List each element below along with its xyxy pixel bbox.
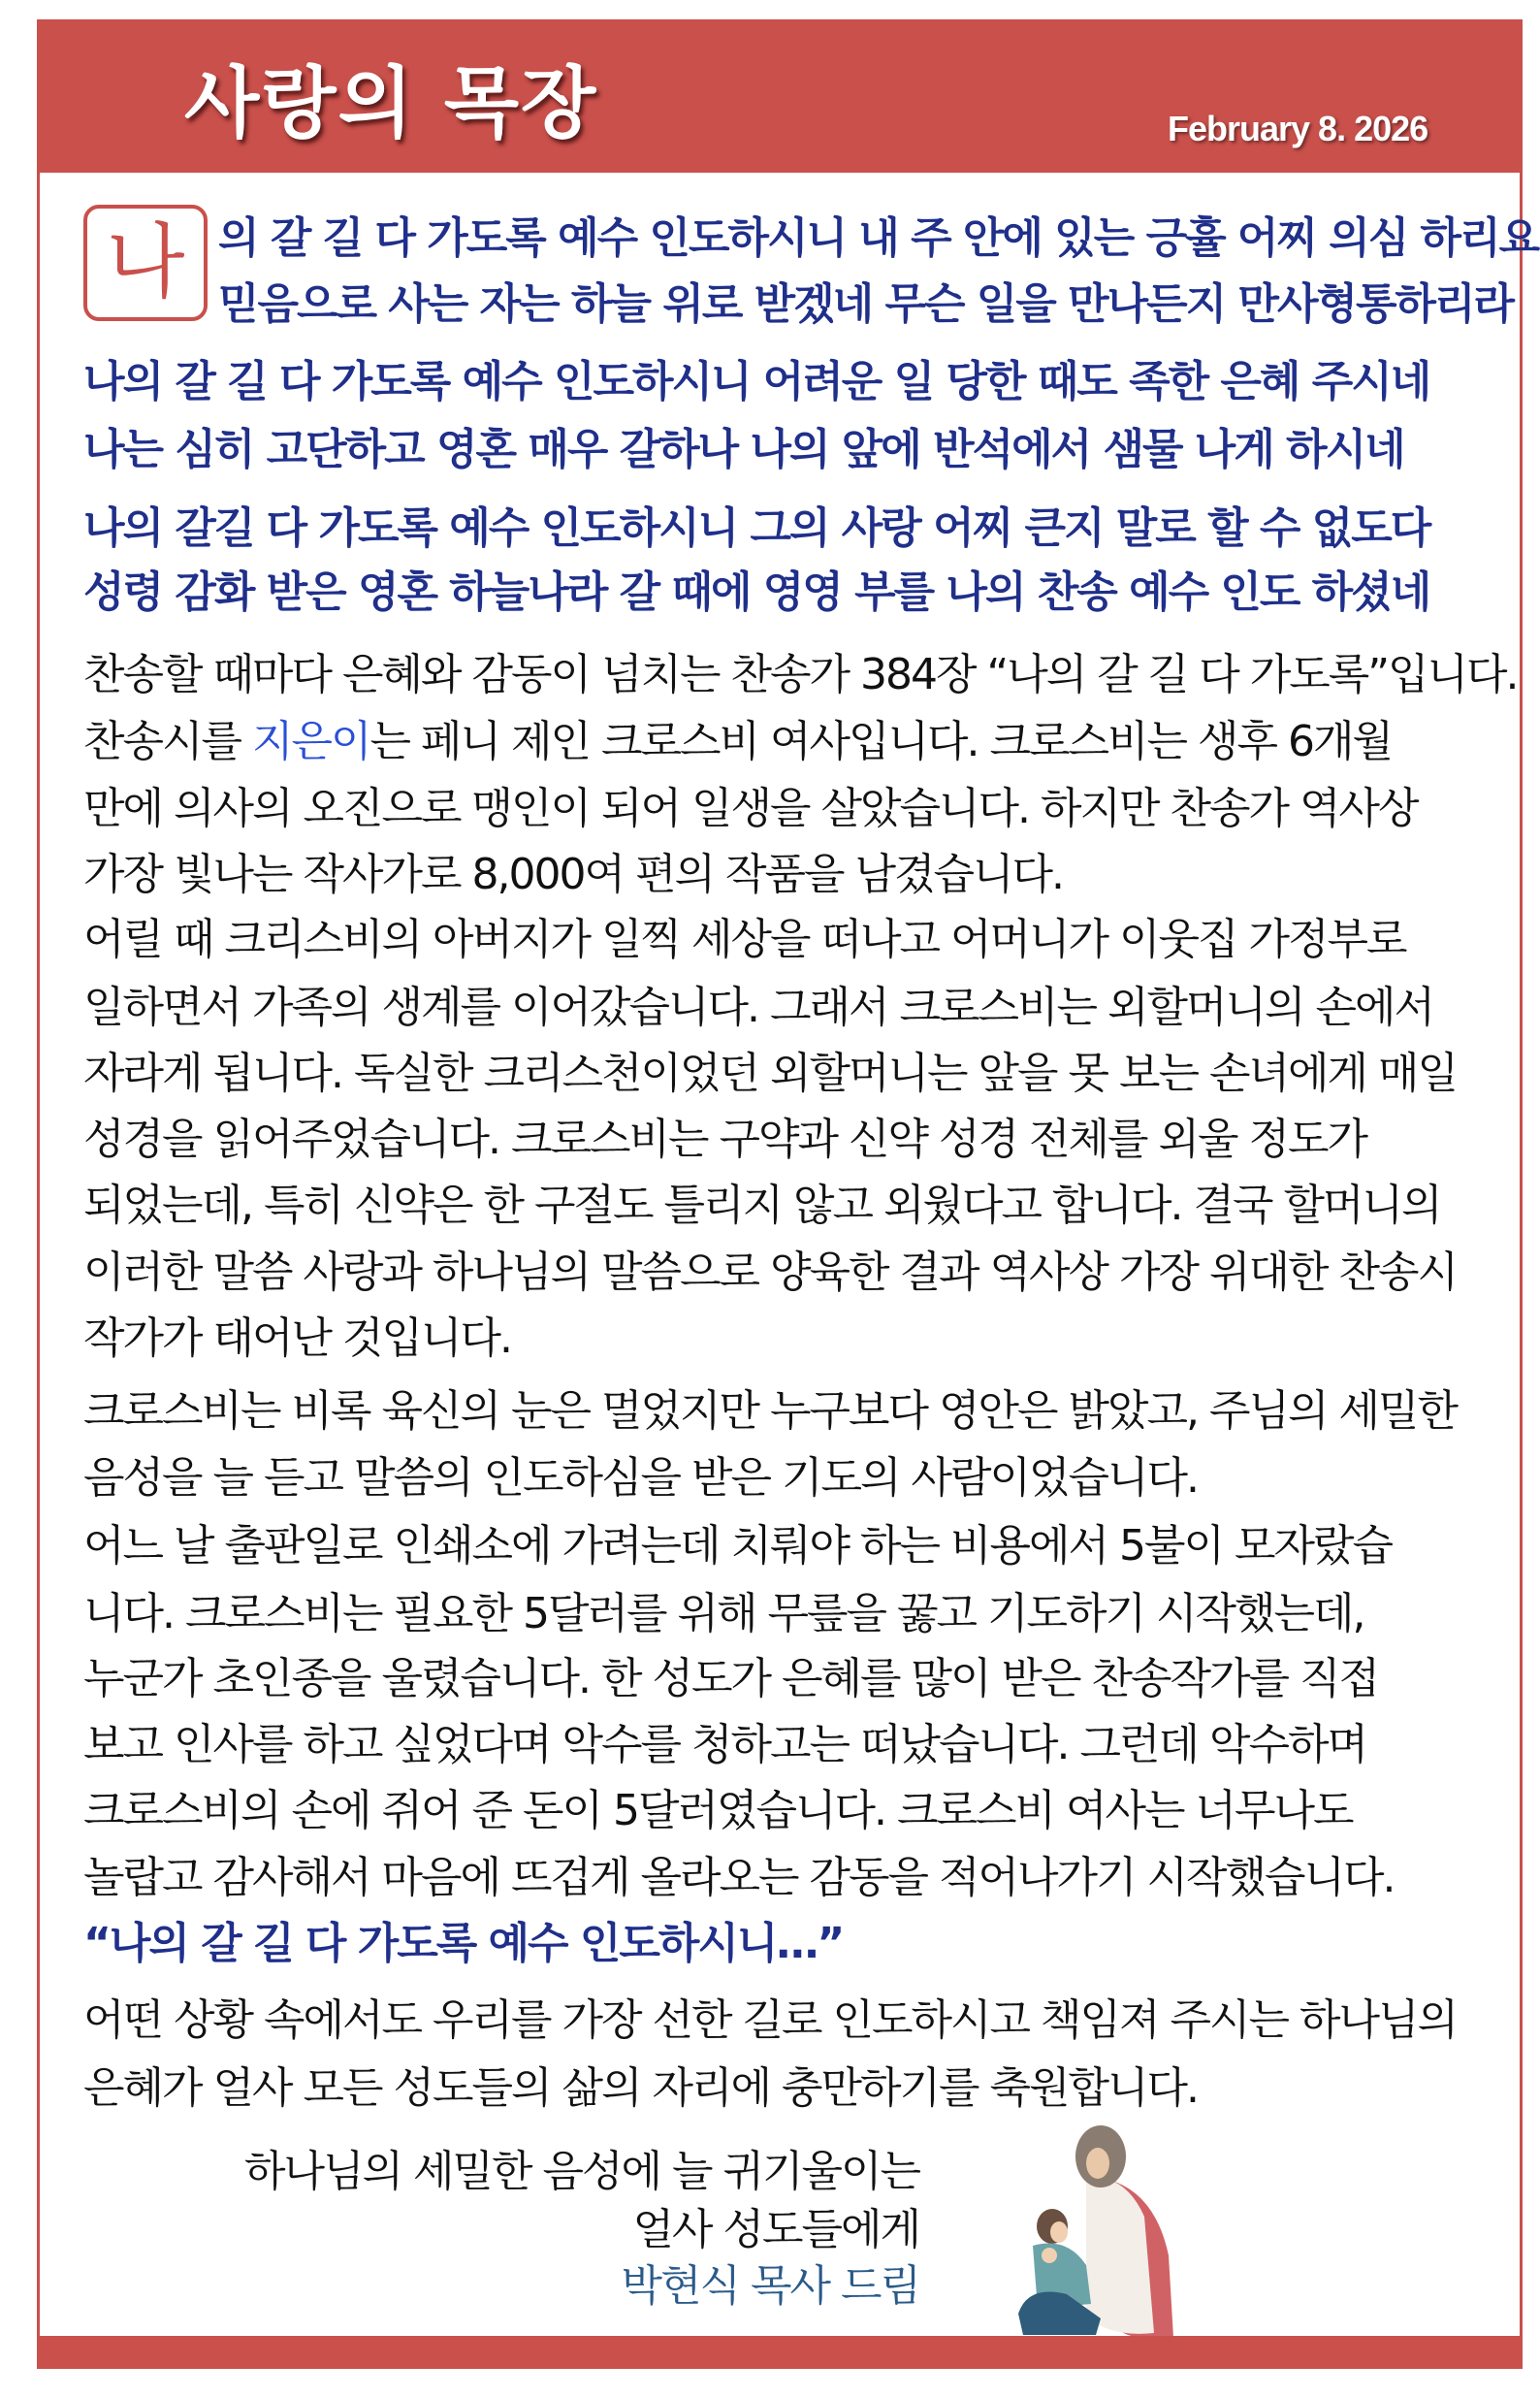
body-line: 가장 빛나는 작사가로 8,000여 편의 작품을 남겼습니다.: [83, 850, 1063, 899]
signature-line: 하나님의 세밀한 음성에 늘 귀기울이는: [243, 2147, 919, 2196]
body-text: 찬송시를: [83, 717, 253, 766]
hymn-line: 나의 갈길 다 가도록 예수 인도하시니 그의 사랑 어찌 큰지 말로 할 수 없도다: [83, 503, 1430, 553]
hymn-line: 믿음으로 사는 자는 하늘 위로 받겠네 무슨 일을 만나든지 만사형통하리라: [218, 279, 1513, 329]
signature-name: 박현식 목사 드림: [621, 2261, 919, 2311]
white-robe: [1086, 2178, 1154, 2334]
body-line: 일하면서 가족의 생계를 이어갔습니다. 그래서 크로스비는 외할머니의 손에서: [83, 983, 1434, 1032]
date: February 8. 2026: [1168, 109, 1428, 148]
face: [1086, 2148, 1109, 2179]
hymn-quote: “나의 갈 길 다 가도록 예수 인도하시니…”: [83, 1919, 844, 1968]
body-line: 니다. 크로스비는 필요한 5달러를 위해 무릎을 꿇고 기도하기 시작했는데,: [83, 1589, 1364, 1638]
body-line: 되었는데, 특히 신약은 한 구절도 틀리지 않고 외웠다고 합니다. 결국 할머니의: [83, 1181, 1441, 1230]
footer-bar: [37, 2336, 1523, 2369]
body-line: 작가가 태어난 것입니다.: [83, 1313, 511, 1363]
body-line: 만에 의사의 오진으로 맹인이 되어 일생을 살았습니다. 하지만 찬송가 역사상: [83, 784, 1418, 833]
body-text: 는 페니 제인 크로스비 여사입니다. 크로스비는 생후 6개월: [369, 717, 1393, 766]
praying-illustration: [1009, 2120, 1212, 2343]
body-line: 누군가 초인종을 울렸습니다. 한 성도가 은혜를 많이 받은 찬송작가를 직접: [83, 1654, 1378, 1703]
child-face: [1050, 2221, 1068, 2243]
highlight-text: 지은이: [252, 717, 370, 766]
body-line: 음성을 늘 듣고 말씀의 인도하심을 받은 기도의 사람이었습니다.: [83, 1453, 1198, 1503]
signature-line: 얼사 성도들에게: [632, 2205, 919, 2254]
body-line: 찬송할 때마다 은혜와 감동이 넘치는 찬송가 384장 “나의 갈 길 다 가도록”입니다.: [83, 650, 1518, 699]
hymn-line: 성령 감화 받은 영혼 하늘나라 갈 때에 영영 부를 나의 찬송 예수 인도 하셨네: [83, 567, 1430, 617]
body-line: 자라게 됩니다. 독실한 크리스천이었던 외할머니는 앞을 못 보는 손녀에게 매일: [83, 1049, 1457, 1098]
body-line: 보고 인사를 하고 싶었다며 악수를 청하고는 떠났습니다. 그런데 악수하며: [83, 1720, 1366, 1769]
body-line: 은혜가 얼사 모든 성도들의 삶의 자리에 충만하기를 축원합니다.: [83, 2063, 1198, 2113]
body-line: 이러한 말씀 사랑과 하나님의 말씀으로 양육한 결과 역사상 가장 위대한 찬송시: [83, 1248, 1457, 1297]
hymn-line: 의 갈 길 다 가도록 예수 인도하시니 내 주 안에 있는 긍휼 어찌 의심 하리요: [218, 213, 1539, 263]
body-line: 어릴 때 크리스비의 아버지가 일찍 세상을 떠나고 어머니가 이웃집 가정부로: [83, 915, 1406, 964]
body-line: 크로스비의 손에 쥐어 준 돈이 5달러였습니다. 크로스비 여사는 너무나도: [83, 1786, 1353, 1835]
body-line: 어느 날 출판일로 인쇄소에 가려는데 치뤄야 하는 비용에서 5불이 모자랐습: [83, 1521, 1392, 1571]
header-banner: [37, 19, 1523, 173]
body-line: 성경을 읽어주었습니다. 크로스비는 구약과 신약 성경 전체를 외울 정도가: [83, 1115, 1366, 1164]
praying-hands: [1042, 2248, 1057, 2263]
body-line: 크로스비는 비록 육신의 눈은 멀었지만 누구보다 영안은 밝았고, 주님의 세밀한: [83, 1386, 1457, 1436]
body-line: 어떤 상황 속에서도 우리를 가장 선한 길로 인도하시고 책임져 주시는 하나님의: [83, 1995, 1457, 2045]
body-line: [83, 713, 1392, 771]
hymn-line: 나의 갈 길 다 가도록 예수 인도하시니 어려운 일 당한 때도 족한 은혜 주시네: [83, 357, 1430, 406]
hymn-line: 나는 심히 고단하고 영혼 매우 갈하나 나의 앞에 반석에서 샘물 나게 하시네: [83, 425, 1404, 474]
page-title: 사랑의 목장: [184, 58, 598, 148]
drop-cap: 나: [83, 205, 208, 321]
body-line: 놀랍고 감사해서 마음에 뜨겁게 올라오는 감동을 적어나가기 시작했습니다.: [83, 1853, 1395, 1902]
